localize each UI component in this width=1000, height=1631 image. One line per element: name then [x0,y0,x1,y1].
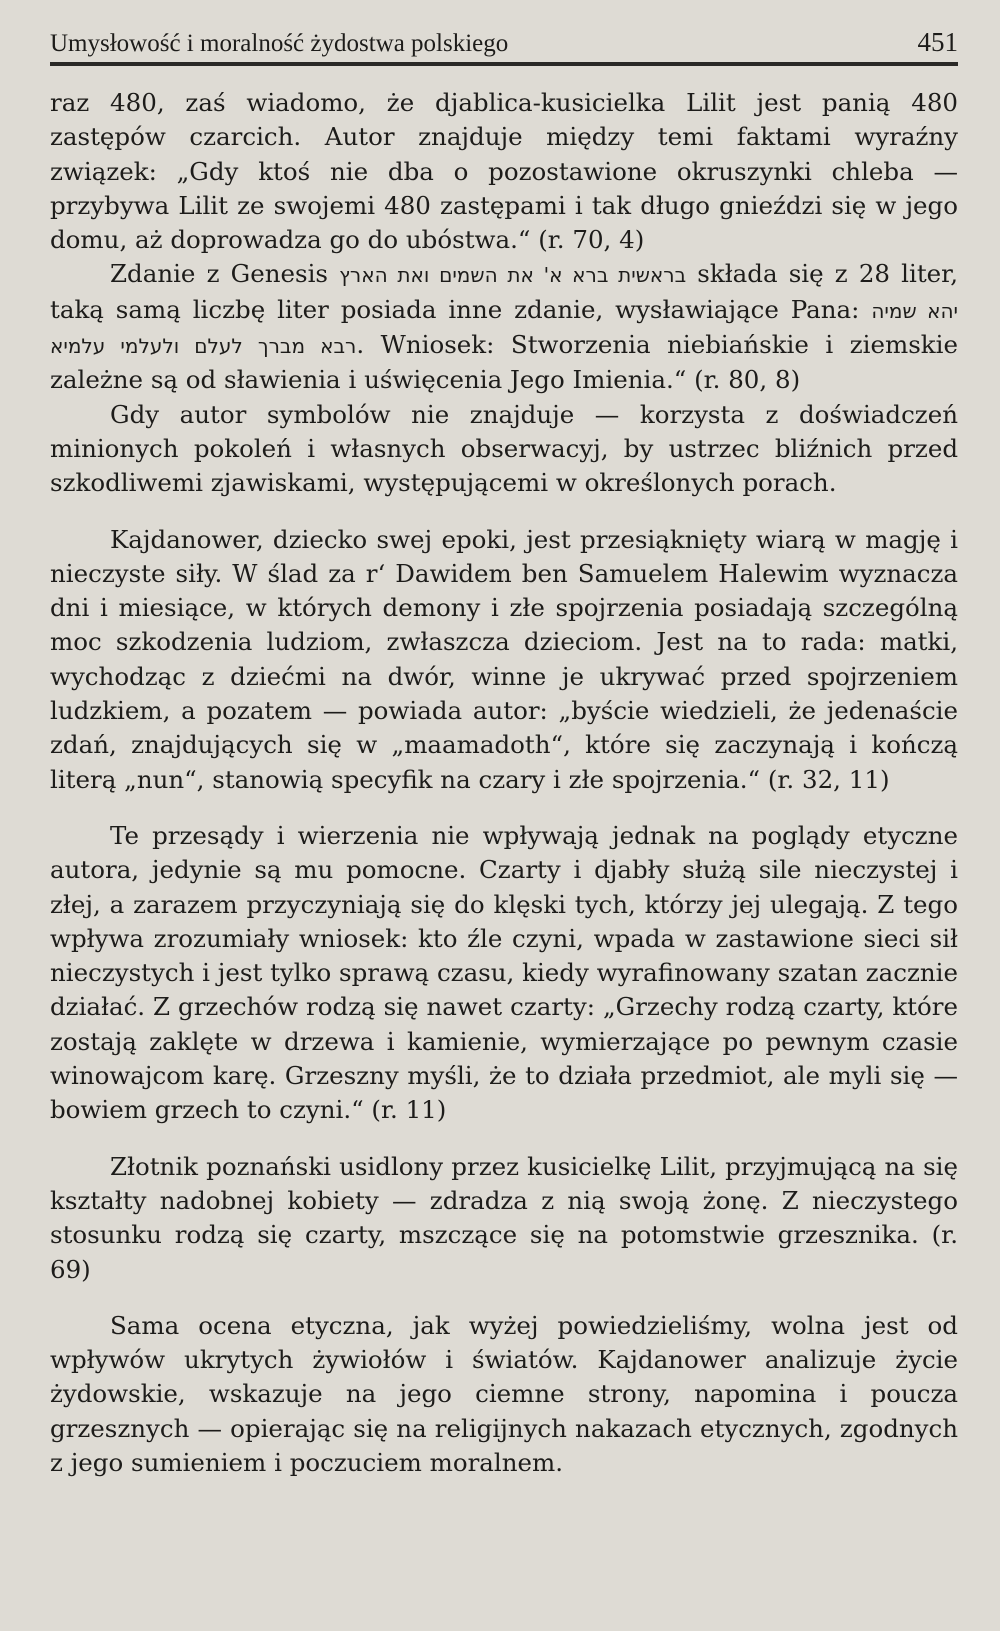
running-header [50,22,958,66]
paragraph: Kajdanower, dziecko swej epoki, jest przesiąknięty wiarą w magję i nieczyste siły. W ślad za r‘ Dawidem ben Samuelem Halewim wyznacza dni i miesiące, w których demony i złe spojrzenia posiadają szczególną moc szkodzenia ludziom, zwłaszcza dzieciom. Jest na to rada: matki, wychodząc z dziećmi na dwór, winne je ukrywać przed spojrzeniem ludzkiem, a pozatem — powiada autor: „byście wiedzieli, że jedenaście zdań, znajdujących się w „maamadoth“, które się zaczynają i kończą literą „nun“, stanowią specyfik na czary i złe spojrzenia.“ (r. 32, 11) [50,524,958,794]
hebrew-quote-genesis: בראשית ברא א' את השמים ואת הארץ [339,263,687,288]
paragraph: Sama ocena etyczna, jak wyżej powiedzieliśmy, wolna jest od wpływów ukrytych żywiołów i światów. Kajdanower analizuje życie żydowskie, wskazuje na jego ciemne strony, napomina i poucza grzesznych — opierając się na religijnych nakazach etycznych, zgodnych z jego sumieniem i poczuciem moralnem. [50,1310,958,1477]
paragraph: Złotnik poznański usidlony przez kusicielkę Lilit, przyjmującą na się kształty nadobnej kobiety — zdradza z nią swoją żonę. Z nieczystego stosunku rodzą się czarty, mszczące się na potomstwie grzesznika. (r. 69) [50,1151,958,1284]
page-number: 451 [917,27,958,57]
hebrew-quote-kaddish: יהא שמיה רבא מברך לעלם ולעלמי עלמיא [50,298,958,359]
paragraph-genesis: Zdanie z Genesis בראשית ברא א' את השמים ואת הארץ składa się z 28 liter, taką samą liczbę liter posiada inne zdanie, wysławiające Pana: יהא שמיה רבא מברך לעלם ולעלמי עלמיא. Wniosek: Stworzenia niebiańskie i ziemskie zależne są od sławienia i uświęcenia Jego Imienia.“ (r. 80, 8) [50,259,958,395]
body-text [50,86,958,1480]
paragraph: Gdy autor symbolów nie znajduje — korzysta z doświadczeń minionych pokoleń i własnych obserwacyj, by ustrzec bliźnich przed szkodliwemi zjawiskami, występującemi w określonych porach. [50,399,958,498]
running-title: Umysłowość i moralność żydostwa polskiego [50,30,509,57]
paragraph: Te przesądy i wierzenia nie wpływają jednak na poglądy etyczne autora, jedynie są mu pomocne. Czarty i djabły służą sile nieczystej i złej, a zarazem przyczyniają się do klęski tych, którzy jej ulegają. Z tego wpływa zrozumiały wniosek: kto źle czyni, wpada w zastawione sieci sił nieczystych i jest tylko sprawą czasu, kiedy wyrafinowany szatan zacznie działać. Z grzechów rodzą się nawet czarty: „Grzechy rodzą czarty, które zostają zaklęte w drzewa i kamienie, wymierzające po pewnym czasie winowajcom karę. Grzeszny myśli, że to działa przedmiot, ale myli się — bowiem grzech to czyni.“ (r. 11) [50,820,958,1125]
paragraph-continuation: raz 480, zaś wiadomo, że djablica-kusicielka Lilit jest panią 480 zastępów czarcich. Autor znajduje między temi faktami wyraźny związek: „Gdy ktoś nie dba o pozostawione okruszynki chleba — przybywa Lilit ze swojemi 480 zastępami i tak długo gnieździ się w jego domu, aż doprowadza go do ubóstwa.“ (r. 70, 4) [50,88,958,255]
